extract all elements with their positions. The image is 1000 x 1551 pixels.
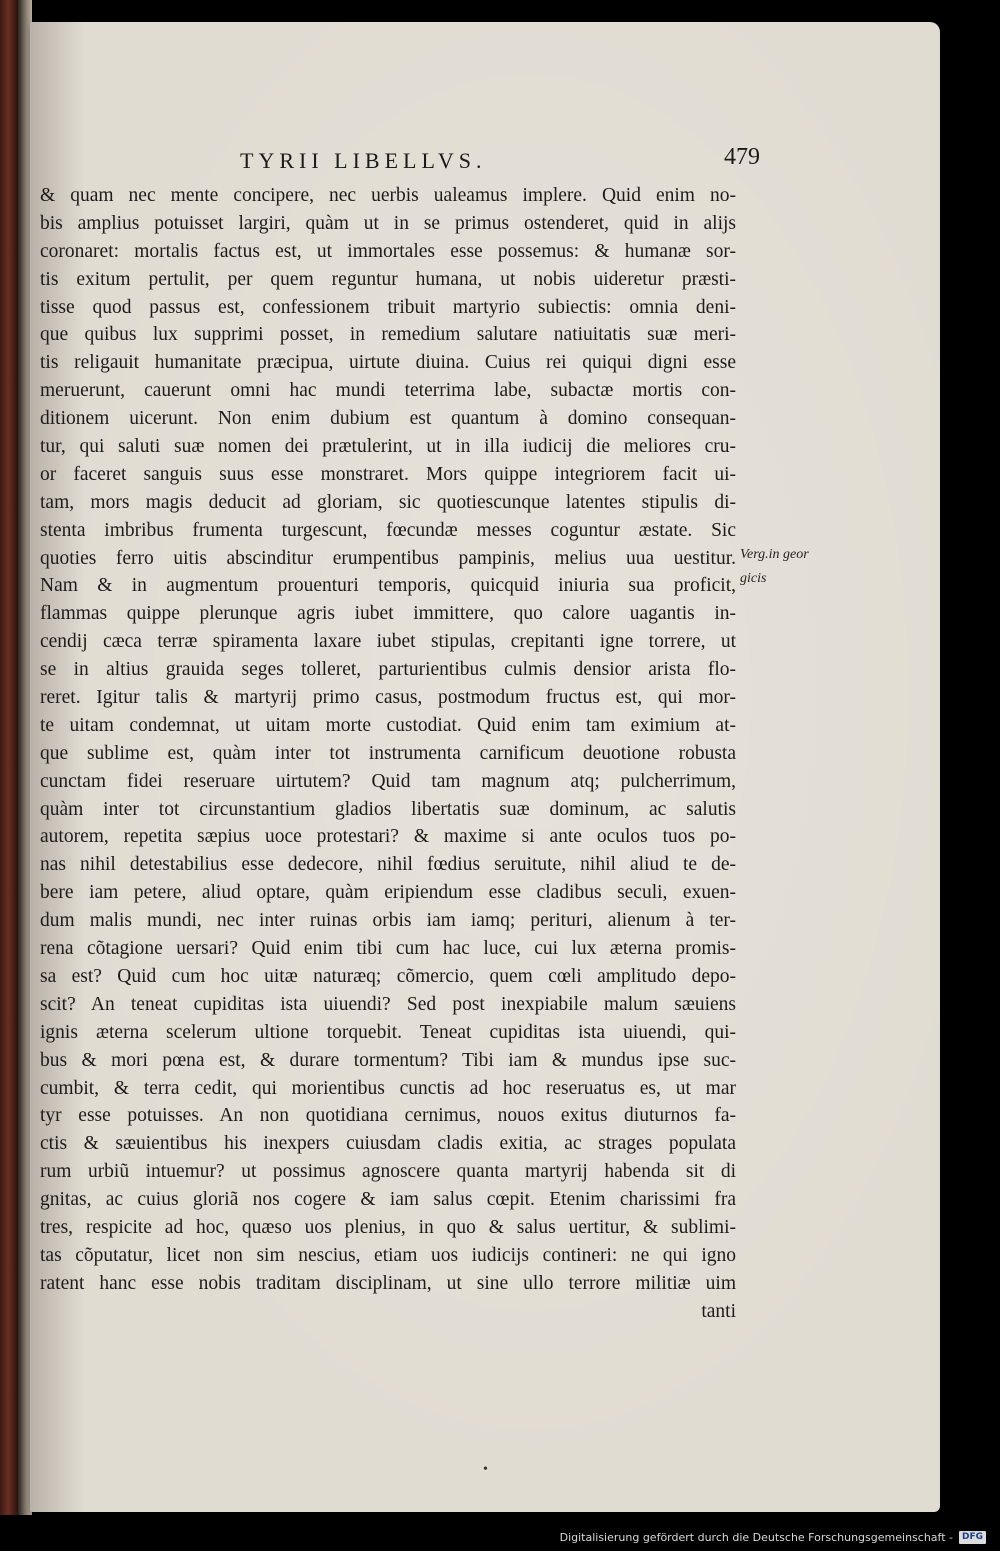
text-line: tyr esse potuisses. An non quotidiana cernimus, nouos exitus diuturnos fa-	[40, 1105, 736, 1127]
footer	[560, 1527, 986, 1547]
text-line: dum malis mundi, nec inter ruinas orbis iam iamq; perituri, alienum à ter-	[40, 910, 736, 932]
running-title: TYRII LIBELLVS.	[240, 148, 487, 173]
text-line: tres, respicite ad hoc, quæso uos plenius, in quo & salus uertitur, & sublimi-	[40, 1216, 736, 1238]
book-spine	[0, 0, 18, 1515]
text-line: quàm inter tot circunstantium gladios libertatis suæ dominum, ac salutis	[40, 798, 736, 820]
text-line: cumbit, & terra cedit, qui morientibus cunctis ad hoc reseruatus es, ut mar	[40, 1077, 736, 1099]
text-line: ignis æterna scelerum ultione torquebit. Teneat cupiditas ista uiuendi, qui-	[40, 1021, 736, 1043]
margin-note-line: Verg.in geor	[740, 547, 809, 562]
text-line: stenta imbribus frumenta turgescunt, fœcundæ messes coguntur æstate. Sic	[40, 519, 736, 541]
text-line: quoties ferro uitis abscinditur erumpentibus pampinis, melius uua uestitur.	[40, 547, 736, 569]
text-line: tam, mors magis deducit ad gloriam, sic quotiescunque latentes stipulis di-	[40, 491, 736, 513]
text-line: que quibus lux supprimi posset, in remedium salutare natiuitatis suæ meri-	[40, 324, 736, 346]
text-line: scit? An teneat cupiditas ista uiuendi? Sed post inexpiabile malum sæuiens	[40, 993, 736, 1015]
text-line: tis religauit humanitate præcipua, uirtute diuina. Cuius rei quiqui digni esse	[40, 352, 736, 374]
text-line: cendij cæca terræ spiramenta laxare iubet stipulas, crepitanti igne torrere, ut	[40, 631, 736, 653]
margin-note	[740, 543, 840, 591]
text-line: ratent hanc esse nobis traditam disciplinam, ut sine ullo terrore militiæ uim	[40, 1272, 736, 1294]
text-line: ctis & sæuientibus his inexpers cuiusdam cladis exitia, ac strages populata	[40, 1133, 736, 1155]
text-line: tur, qui saluti suæ nomen dei prætulerint, ut in illa iudicij die meliores cru-	[40, 436, 736, 458]
text-line: se in altius grauida seges tolleret, parturientibus culmis densior arista flo-	[40, 659, 736, 681]
page-number: 479	[724, 144, 760, 170]
page-header	[220, 142, 760, 178]
body-text	[40, 182, 736, 1326]
text-line: bis amplius potuisset largiri, quàm ut in se primus ostenderet, quid in alijs	[40, 212, 736, 234]
text-line: tis exitum pertulit, per quem reguntur humana, ut nobis uideretur præsti-	[40, 268, 736, 290]
text-line: cunctam fidei reseruare uirtutem? Quid tam magnum atq; pulcherrimum,	[40, 770, 736, 792]
text-line: or faceret sanguis suus esse monstraret. Mors quippe integriorem facit ui-	[40, 463, 736, 485]
text-line: reret. Igitur talis & martyrij primo casus, postmodum fructus est, qui mor-	[40, 687, 736, 709]
text-line: ditionem uicerunt. Non enim dubium est quantum à domino consequan-	[40, 408, 736, 430]
text-line: que sublime est, quàm inter tot instrumenta carnificum deuotione robusta	[40, 742, 736, 764]
book-page	[30, 22, 940, 1512]
footer-credit: Digitalisierung gefördert durch die Deutsche Forschungsgemeinschaft -	[559, 1530, 953, 1544]
text-line: bere iam petere, aliud optare, quàm eripiendum esse cladibus seculi, exuen-	[40, 882, 736, 904]
text-line: bus & mori pœna est, & durare tormentum? Tibi iam & mundus ipse suc-	[40, 1049, 736, 1071]
text-line: meruerunt, cauerunt omni hac mundi teterrima labe, subactæ mortis con-	[40, 380, 736, 402]
text-line: te uitam condemnat, ut uitam morte custodiat. Quid enim tam eximium at-	[40, 714, 736, 736]
text-line: gnitas, ac cuius gloriã nos cogere & iam salus cœpit. Etenim charissimi fra	[40, 1189, 736, 1211]
text-line: tisse quod passus est, confessionem tribuit martyrio subiectis: omnia deni-	[40, 296, 736, 318]
text-line: flammas quippe plerunque agris iubet immittere, quo calore uagantis in-	[40, 603, 736, 625]
text-line: tanti	[701, 1300, 736, 1322]
text-line: coronaret: mortalis factus est, ut immortales esse possemus: & humanæ sor-	[40, 240, 736, 262]
text-line: Nam & in augmentum prouenturi temporis, quicquid iniuria sua proficit,	[40, 575, 736, 597]
dfg-logo-icon: DFG	[959, 1531, 986, 1544]
text-line: rum urbiũ intuemur? ut possimus agnoscere quanta martyrij habenda sit di	[40, 1161, 736, 1183]
text-line: & quam nec mente concipere, nec uerbis ualeamus implere. Quid enim no-	[40, 185, 736, 206]
text-line: rena cõtagione uersari? Quid enim tibi cum hac luce, cui lux æterna promis-	[40, 938, 736, 960]
text-line: tas cõputatur, licet non sim nescius, etiam uos iudicijs contineri: ne qui igno	[40, 1244, 736, 1266]
text-line: nas nihil detestabilius esse dedecore, nihil fœdius seruitute, nihil aliud te de-	[40, 854, 736, 876]
text-line: sa est? Quid cum hoc uitæ naturæq; cõmercio, quem cœli amplitudo depo-	[40, 965, 736, 987]
text-line: autorem, repetita sæpius uoce protestari? & maxime si ante oculos tuos po-	[40, 826, 736, 848]
page-dot: •	[483, 1462, 488, 1477]
margin-note-line: gicis	[740, 571, 767, 586]
